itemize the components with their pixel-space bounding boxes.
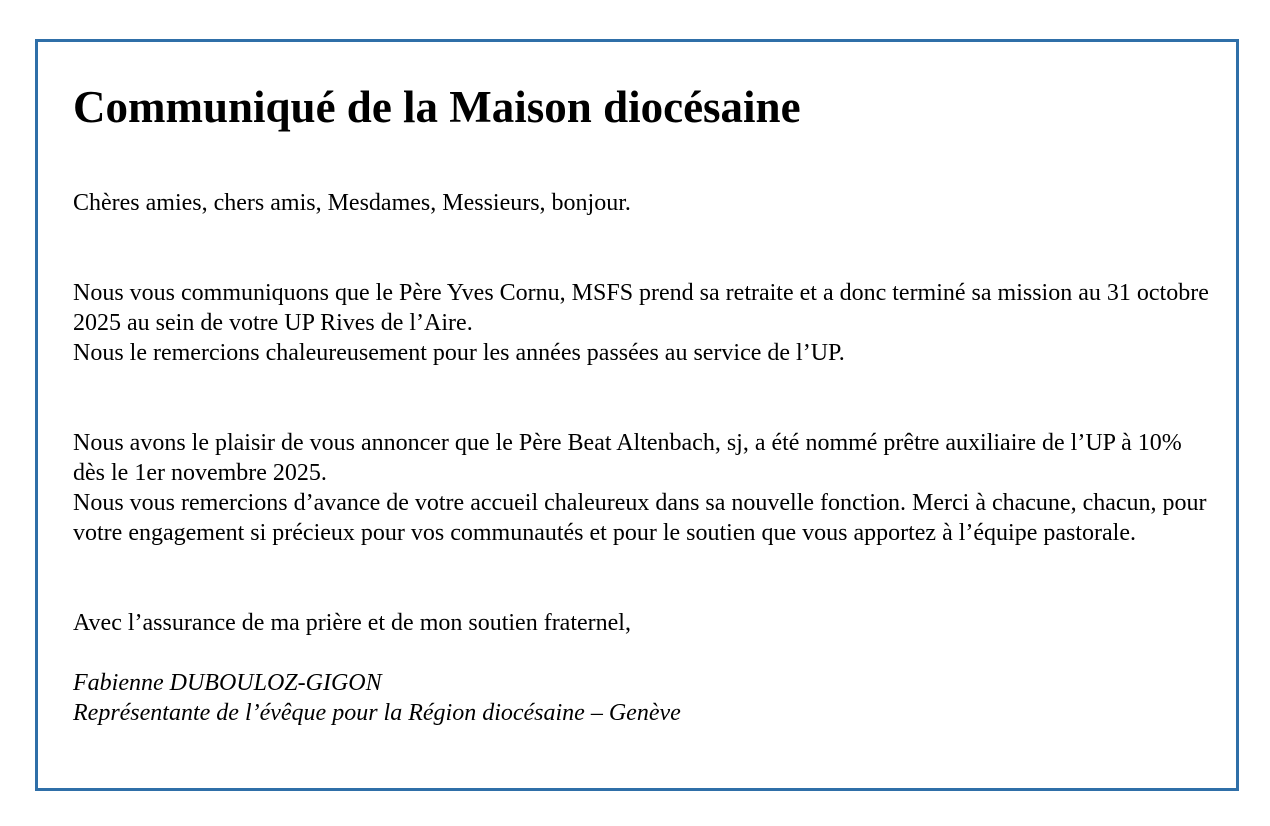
communique-content — [73, 82, 1213, 728]
communique-title: Communiqué de la Maison diocésaine — [73, 82, 801, 132]
paragraph-appointment — [73, 428, 1213, 548]
appointment-announcement: Nous avons le plaisir de vous annoncer que le Père Beat Altenbach, sj, a été nommé prêtre auxiliaire de l’UP à 10% dès le 1er novembre 2025. — [73, 430, 1182, 486]
closing-text: Avec l’assurance de ma prière et de mon soutien fraternel, — [73, 610, 631, 636]
communique-frame — [35, 39, 1239, 791]
paragraph-retirement — [73, 278, 1213, 368]
signature-title: Représentante de l’évêque pour la Région diocésaine – Genève — [73, 700, 681, 726]
signature-name: Fabienne DUBOULOZ-GIGON — [73, 670, 382, 696]
retirement-announcement: Nous vous communiquons que le Père Yves Cornu, MSFS prend sa retraite et a donc terminé sa mission au 31 octobre 2025 au sein de votre UP Rives de l’Aire. — [73, 280, 1209, 336]
appointment-thanks: Nous vous remercions d’avance de votre accueil chaleureux dans sa nouvelle fonction. Merci à chacune, chacun, pour votre engagement si précieux pour vos communautés et pour le soutien que vous apportez à l’équipe pastorale. — [73, 490, 1207, 546]
greeting-text: Chères amies, chers amis, Mesdames, Messieurs, bonjour. — [73, 190, 631, 216]
retirement-thanks: Nous le remercions chaleureusement pour les années passées au service de l’UP. — [73, 340, 845, 366]
